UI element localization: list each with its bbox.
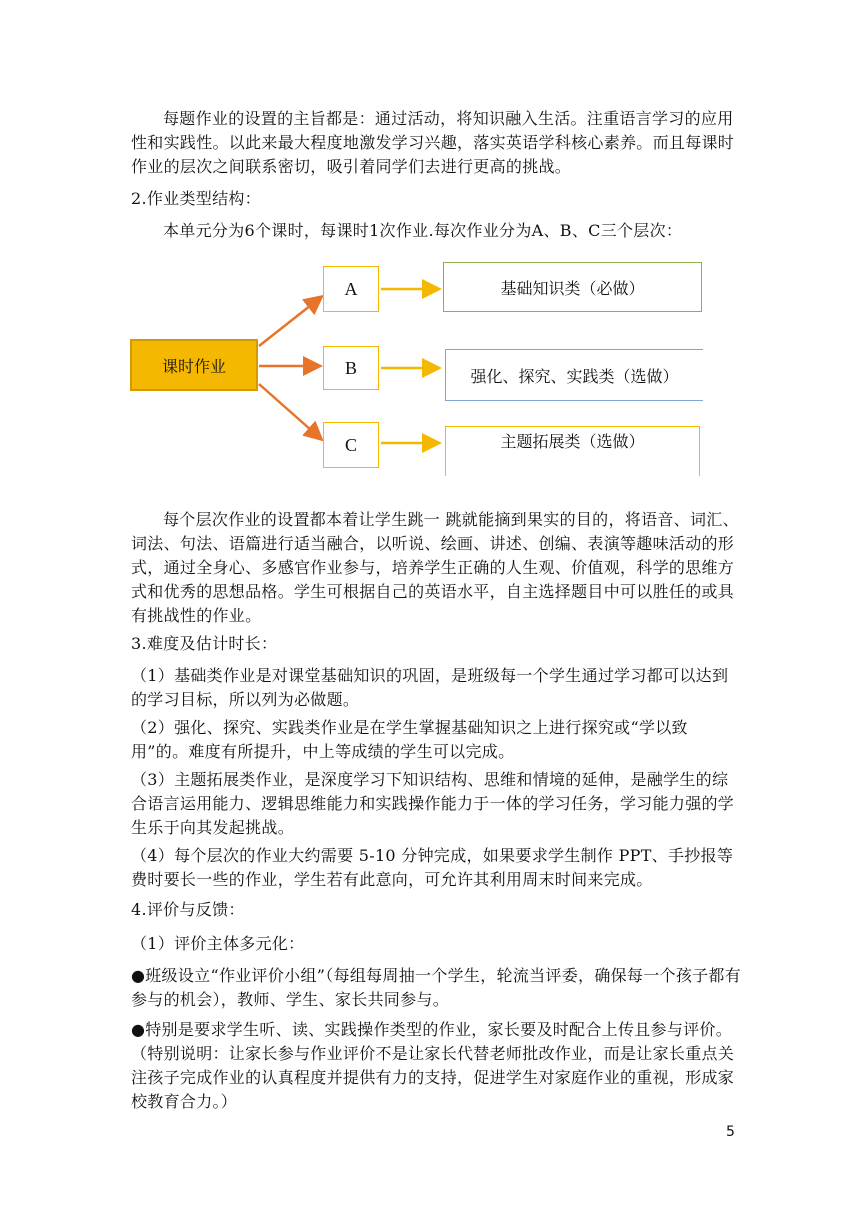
paragraph-levels: 本单元分为6个课时，每课时1次作业.每次作业分为A、B、C三个层次： [163, 221, 683, 240]
list-item-3: （3）主题拓展类作业，是深度学习下知识结构、思维和情境的延伸，是融学生的综合语言运用能力、逻辑思维能力和实践操作能力于一体的学习任务，学习能力强的学生乐于向其发起挑战。 [131, 770, 735, 837]
heading-evaluation: 4.评价与反馈： [131, 900, 245, 919]
arrow-root-to-a [259, 298, 320, 346]
bullet-item-2: ●特别是要求学生听、读、实践操作类型的作业，家长要及时配合上传且参与评价。（特别说明：让家长参与作业评价不是让家长代替老师批改作业，而是让家长重点关注孩子完成作业的认真程度并提供有力的支持，促进学生对家庭作业的重视，形成家校教育合力。） [131, 1020, 735, 1111]
level-c-box: C [323, 422, 379, 468]
list-item-2: （2）强化、探究、实践类作业是在学生掌握基础知识之上进行探究或“学以致用”的。难度有所提升，中上等成绩的学生可以完成。 [131, 718, 688, 761]
bullet-item-1: ●班级设立“作业评价小组”（每组每周抽一个学生，轮流当评委，确保每一个孩子都有参与的机会），教师、学生、家长共同参与。 [131, 966, 742, 1009]
result-box-c: 主题拓展类（选做） [445, 426, 700, 476]
list-item-1: （1）基础类作业是对课堂基础知识的巩固，是班级每一个学生通过学习都可以达到的学习目标，所以列为必做题。 [131, 666, 729, 709]
root-box: 课时作业 [130, 339, 258, 391]
paragraph-design: 每个层次作业的设置都本着让学生跳一 跳就能摘到果实的目的，将语音、词汇、词法、句法、语篇进行适当融合，以听说、绘画、讲述、创编、表演等趣味活动的形式，通过全身心、多感官作业参与，培养学生正确的人生观、价值观，科学的思维方式和优秀的思想品格。学生可根据自己的英语水平，自主选择题目中可以胜任的或具有挑战性的作业。 [131, 510, 739, 625]
heading-structure: 2.作业类型结构： [131, 189, 261, 208]
level-b-box: B [323, 346, 379, 390]
arrow-root-to-c [259, 384, 320, 438]
level-a-box: A [323, 266, 379, 312]
page-number: 5 [726, 1124, 735, 1140]
list-item-4: （4）每个层次的作业大约需要 5-10 分钟完成，如果要求学生制作 PPT、手抄报等费时要长一些的作业，学生若有此意向，可允许其利用周末时间来完成。 [131, 846, 734, 889]
evaluation-item-1: （1）评价主体多元化： [131, 934, 305, 953]
homework-structure-diagram [125, 256, 715, 476]
result-box-b: 强化、探究、实践类（选做） [445, 349, 703, 401]
heading-difficulty: 3.难度及估计时长： [131, 634, 278, 653]
paragraph-intro: 每题作业的设置的主旨都是：通过活动，将知识融入生活。注重语言学习的应用性和实践性。以此来最大程度地激发学习兴趣，落实英语学科核心素养。而且每课时作业的层次之间联系密切，吸引着同学们去进行更高的挑战。 [131, 109, 735, 176]
result-box-a: 基础知识类（必做） [443, 262, 702, 312]
